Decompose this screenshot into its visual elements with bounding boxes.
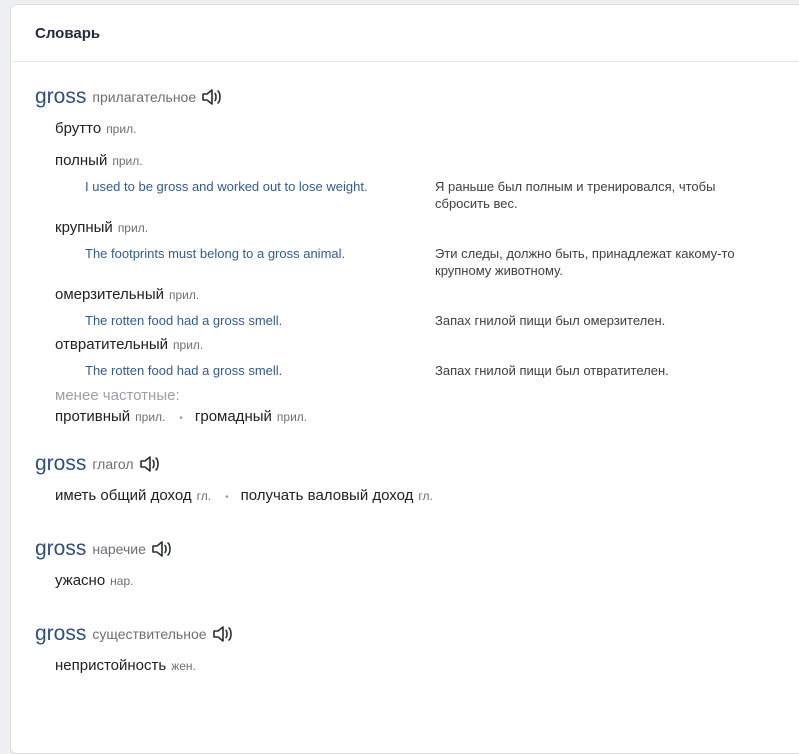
example-row (85, 245, 799, 279)
dictionary-card (10, 4, 799, 754)
entry-head (35, 449, 799, 479)
headword: gross (35, 452, 87, 475)
entry-head (35, 82, 799, 112)
translation-item[interactable] (55, 336, 799, 353)
entry-noun (35, 619, 799, 674)
example-russian: Эти следы, должно быть, принадлежат какому-то крупному животному. (435, 246, 735, 278)
translation-pos: прил. (117, 221, 149, 235)
part-of-speech: существительное (92, 626, 207, 642)
translation-pos: прил. (168, 288, 200, 302)
speaker-icon[interactable] (212, 623, 236, 645)
translation-pos: гл. (418, 489, 433, 503)
translation-text: брутто (55, 120, 102, 137)
headword: gross (35, 537, 87, 560)
example-english: I used to be gross and worked out to lose weight. (85, 179, 368, 194)
translation-text: полный (55, 152, 108, 169)
example-row (85, 362, 799, 379)
translation-text[interactable]: ужасно (55, 572, 106, 589)
translation-item[interactable] (55, 120, 799, 137)
part-of-speech: наречие (92, 541, 146, 557)
translation-pos: прил. (173, 338, 204, 352)
separator-dot: • (225, 492, 229, 503)
example-russian: Запах гнилой пищи был омерзителен. (435, 313, 666, 328)
speaker-icon[interactable] (139, 453, 163, 475)
example-row (85, 178, 799, 212)
translation-text[interactable]: противный (55, 408, 131, 425)
translation-pos: прил. (106, 122, 137, 136)
translation-text[interactable]: иметь общий доход (55, 487, 192, 504)
separator-dot: • (179, 413, 183, 424)
entry-head (35, 534, 799, 564)
part-of-speech: прилагательное (92, 89, 197, 105)
entry-adverb (35, 534, 799, 589)
less-frequent-label: менее частотные: (55, 387, 180, 404)
translation-text: отвратительный (55, 336, 169, 353)
translation-pos: гл. (196, 489, 212, 503)
translation-text: омерзительный (55, 286, 164, 303)
translation-text: крупный (55, 219, 113, 236)
translation-pos: прил. (276, 410, 308, 424)
example-english: The rotten food had a gross smell. (85, 363, 283, 378)
entry-head (35, 619, 799, 649)
translation-list (55, 487, 799, 504)
translation-text[interactable]: получать валовый доход (240, 487, 414, 504)
example-russian: Запах гнилой пищи был отвратителен. (435, 363, 669, 378)
translation-text[interactable]: непристойность (55, 657, 167, 674)
speaker-icon[interactable] (201, 86, 225, 108)
translation-pos: нар. (110, 574, 134, 588)
example-english: The footprints must belong to a gross animal. (85, 246, 346, 261)
translation-item[interactable] (55, 286, 799, 303)
translation-list (55, 572, 799, 589)
headword: gross (35, 622, 87, 645)
translation-item[interactable] (55, 219, 799, 236)
example-row (85, 312, 799, 329)
translation-pos: прил. (112, 154, 143, 168)
translation-pos: жен. (171, 659, 196, 673)
translation-text[interactable]: громадный (194, 408, 272, 425)
entry-verb (35, 449, 799, 504)
example-english: The rotten food had a gross smell. (85, 313, 283, 328)
translation-list (55, 657, 799, 674)
speaker-icon[interactable] (151, 538, 175, 560)
dictionary-content (11, 82, 799, 674)
translation-pos: прил. (135, 410, 166, 424)
example-russian: Я раньше был полным и тренировался, чтобы сбросить вес. (435, 179, 716, 211)
less-frequent-list (55, 408, 799, 425)
entry-adjective (35, 82, 799, 425)
part-of-speech: глагол (92, 456, 134, 472)
headword: gross (35, 85, 87, 108)
translation-item[interactable] (55, 152, 799, 169)
card-title: Словарь (11, 5, 799, 62)
